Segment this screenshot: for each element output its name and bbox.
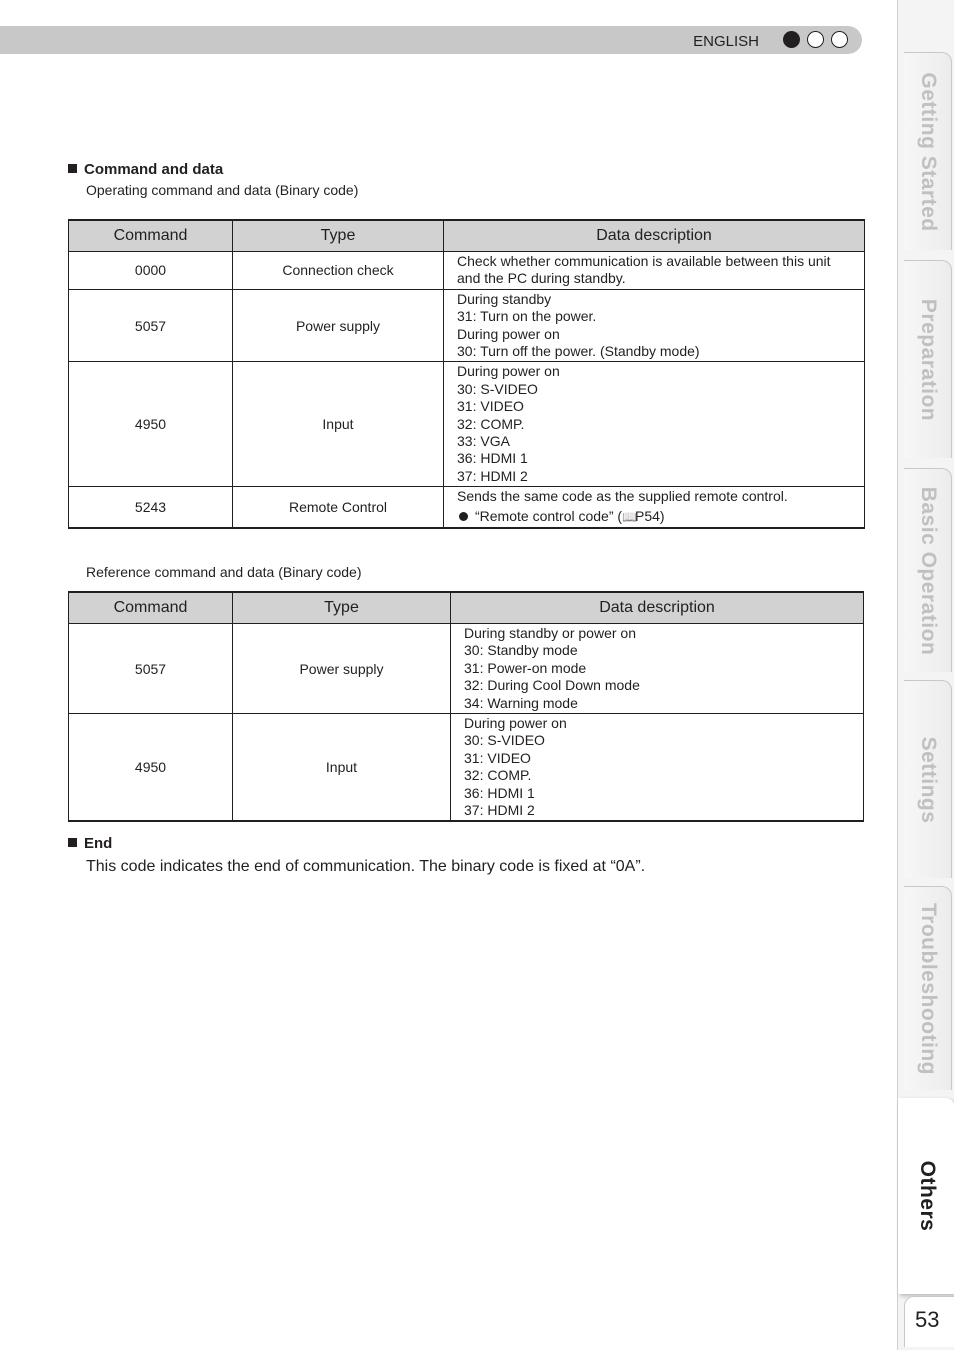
column-header: Type	[233, 592, 451, 624]
description-line: 31: VIDEO	[464, 749, 531, 766]
section-heading-end	[68, 835, 112, 852]
bullet-icon	[459, 512, 468, 521]
description-cell	[451, 624, 864, 714]
dot-filled-icon	[783, 31, 800, 48]
table-row	[69, 714, 864, 822]
dot-empty-icon	[807, 31, 824, 48]
tab-label: Preparation	[916, 298, 940, 421]
tab-others[interactable]	[898, 1098, 954, 1294]
command-cell: 0000	[69, 252, 233, 290]
page-number: 53	[915, 1307, 940, 1332]
description-line: During power on	[457, 325, 560, 342]
reference-line	[457, 508, 856, 526]
type-cell: Power supply	[233, 289, 444, 362]
page-indicator-dots	[783, 31, 848, 48]
command-cell: 4950	[69, 362, 233, 487]
tab-label: Others	[915, 1160, 939, 1232]
section-heading-command	[68, 161, 223, 178]
description-line: 32: COMP.	[457, 415, 525, 432]
tab-settings[interactable]	[904, 680, 952, 878]
type-cell: Connection check	[233, 252, 444, 290]
table-header-row	[69, 592, 864, 624]
column-header: Data description	[444, 220, 865, 252]
operating-command-table	[68, 219, 865, 529]
table-row	[69, 624, 864, 714]
reference-caption: Reference command and data (Binary code)	[86, 564, 362, 580]
dot-empty-icon	[831, 31, 848, 48]
command-cell: 5243	[69, 487, 233, 528]
table-row	[69, 289, 865, 362]
description-line: 36: HDMI 1	[457, 450, 528, 467]
description-line: During power on	[464, 715, 567, 732]
language-label: ENGLISH	[693, 33, 759, 50]
header-bar	[0, 26, 862, 54]
description-line: During power on	[457, 363, 560, 380]
description-line: and the PC during standby.	[457, 270, 626, 287]
reference-command-table	[68, 591, 864, 822]
tab-getting-started[interactable]	[904, 52, 952, 250]
tab-label: Basic Operation	[916, 486, 940, 655]
tab-troubleshooting[interactable]	[904, 886, 952, 1090]
command-cell: 4950	[69, 714, 233, 822]
heading-text: Command and data	[84, 161, 224, 178]
description-line: During standby or power on	[464, 625, 636, 641]
type-cell: Remote Control	[233, 487, 444, 528]
description-line: 30: S-VIDEO	[457, 380, 538, 397]
description-line: 30: Turn off the power. (Standby mode)	[457, 343, 700, 360]
reference-text: “Remote control code” (	[475, 507, 623, 524]
description-line: 32: COMP.	[464, 767, 532, 784]
description-cell	[451, 714, 864, 822]
reference-page-link[interactable]: P54)	[635, 507, 665, 524]
description-line: 31: VIDEO	[457, 398, 524, 415]
column-header: Command	[69, 592, 233, 624]
description-line: 34: Warning mode	[464, 694, 578, 711]
command-cell: 5057	[69, 289, 233, 362]
description-line: 31: Turn on the power.	[457, 308, 597, 325]
description-line: 31: Power-on mode	[464, 659, 587, 676]
tab-label: Settings	[916, 736, 940, 823]
chapter-sidebar	[897, 0, 954, 1350]
description-line: Check whether communication is available between this unit	[457, 253, 831, 269]
description-line: 37: HDMI 2	[457, 467, 528, 484]
table-header-row	[69, 220, 865, 252]
type-cell: Input	[233, 362, 444, 487]
table-row	[69, 487, 865, 528]
table-row	[69, 362, 865, 487]
description-line: 32: During Cool Down mode	[464, 677, 640, 694]
heading-text: End	[84, 835, 113, 852]
tab-preparation[interactable]	[904, 260, 952, 458]
tab-label: Getting Started	[916, 71, 940, 232]
operating-caption: Operating command and data (Binary code)	[86, 182, 359, 198]
description-cell	[444, 289, 865, 362]
page-number-box	[904, 1296, 954, 1347]
description-cell	[444, 362, 865, 487]
column-header: Command	[69, 220, 233, 252]
table-row	[69, 252, 865, 290]
description-line: Sends the same code as the supplied remote control.	[457, 488, 788, 505]
description-line: 36: HDMI 1	[464, 784, 535, 801]
description-cell	[444, 487, 865, 528]
description-line: 33: VGA	[457, 433, 510, 450]
description-line: 37: HDMI 2	[464, 802, 535, 819]
tab-label: Troubleshooting	[916, 902, 940, 1075]
description-line: 30: Standby mode	[464, 642, 578, 659]
command-cell: 5057	[69, 624, 233, 714]
description-line: During standby	[457, 290, 552, 307]
square-bullet-icon	[68, 164, 77, 173]
column-header: Data description	[451, 592, 864, 624]
end-description: This code indicates the end of communication. The binary code is fixed at “0A”.	[86, 858, 646, 875]
tab-basic-operation[interactable]	[904, 468, 952, 672]
type-cell: Input	[233, 714, 451, 822]
type-cell: Power supply	[233, 624, 451, 714]
description-cell	[444, 252, 865, 290]
book-reference-icon: 📖	[622, 509, 636, 524]
column-header: Type	[233, 220, 444, 252]
square-bullet-icon	[68, 838, 77, 847]
description-line: 30: S-VIDEO	[464, 732, 545, 749]
